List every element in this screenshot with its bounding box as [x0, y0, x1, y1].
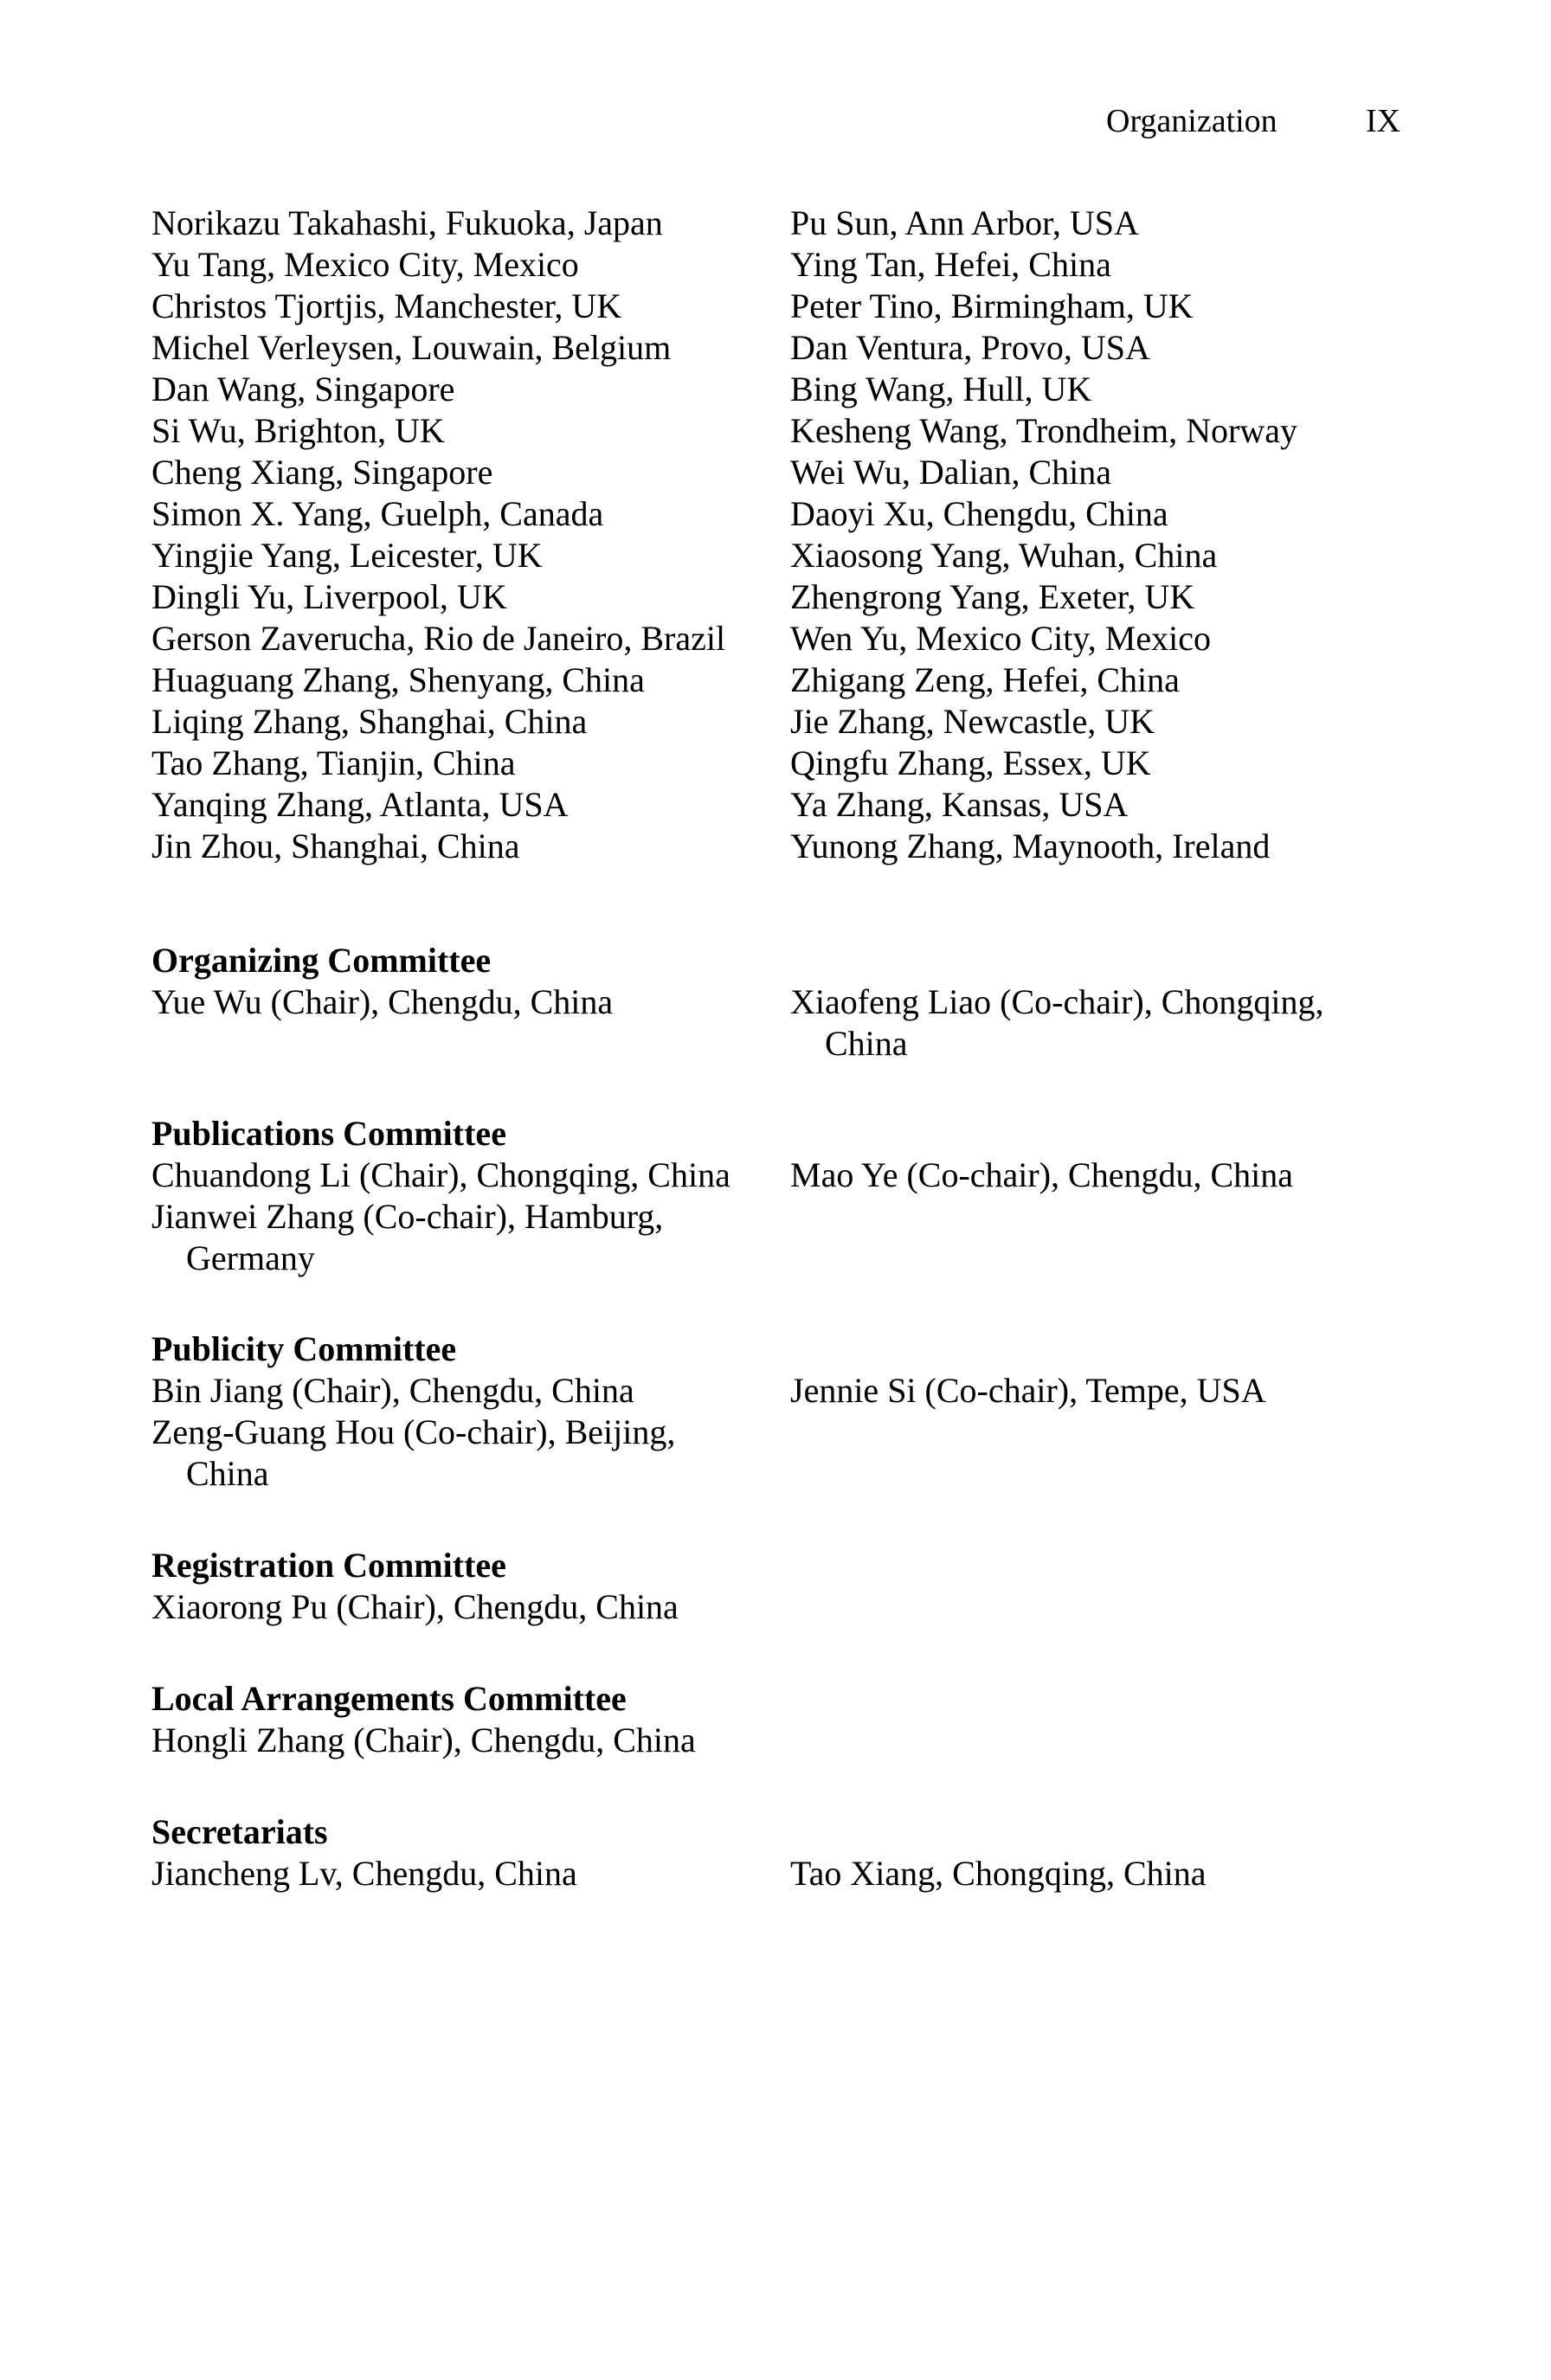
member-entry: Yu Tang, Mexico City, Mexico	[151, 245, 579, 284]
member-entry: Ying Tan, Hefei, China	[790, 245, 1111, 284]
member-entry: Dingli Yu, Liverpool, UK	[151, 577, 507, 616]
member-entry: Daoyi Xu, Chengdu, China	[790, 494, 1168, 533]
member-entry: Cheng Xiang, Singapore	[151, 453, 493, 492]
publications-committee-left	[151, 1155, 775, 1279]
publications-committee-heading: Publications Committee	[151, 1114, 506, 1153]
member-entry: Peter Tino, Birmingham, UK	[790, 286, 1194, 325]
member-entry: Norikazu Takahashi, Fukuoka, Japan	[151, 203, 663, 242]
member-entry: Qingfu Zhang, Essex, UK	[790, 743, 1151, 782]
member-entry: Zhengrong Yang, Exeter, UK	[790, 577, 1195, 616]
member-entry: Gerson Zaverucha, Rio de Janeiro, Brazil	[151, 619, 726, 658]
committee-entry-continued: China	[186, 1454, 269, 1493]
organizing-committee-left	[151, 981, 775, 1023]
committee-entry: Jennie Si (Co-chair), Tempe, USA	[790, 1371, 1266, 1410]
secretariats-right	[790, 1853, 1448, 1894]
member-entry: Yanqing Zhang, Atlanta, USA	[151, 785, 569, 824]
member-entry: Yingjie Yang, Leicester, UK	[151, 536, 543, 575]
running-head	[0, 102, 1551, 144]
committee-entry: Tao Xiang, Chongqing, China	[790, 1854, 1207, 1893]
committee-entry: Jiancheng Lv, Chengdu, China	[151, 1854, 577, 1893]
committee-entry: Mao Ye (Co-chair), Chengdu, China	[790, 1155, 1294, 1194]
committee-entry: Yue Wu (Chair), Chengdu, China	[151, 982, 614, 1021]
member-list-right	[790, 203, 1448, 867]
committee-entry-continued: Germany	[186, 1238, 315, 1277]
committee-entry: Zeng-Guang Hou (Co-chair), Beijing,	[151, 1412, 676, 1451]
member-entry: Wen Yu, Mexico City, Mexico	[790, 619, 1211, 658]
member-entry: Dan Ventura, Provo, USA	[790, 328, 1150, 367]
local-arrangements-committee-left	[151, 1720, 775, 1761]
member-entry: Christos Tjortjis, Manchester, UK	[151, 286, 622, 325]
member-list-left	[151, 203, 775, 867]
committee-entry: Bin Jiang (Chair), Chengdu, China	[151, 1371, 634, 1410]
publicity-committee-right	[790, 1370, 1448, 1412]
member-entry: Zhigang Zeng, Hefei, China	[790, 660, 1180, 699]
committee-entry: Chuandong Li (Chair), Chongqing, China	[151, 1155, 730, 1194]
section-title: Organization	[1106, 103, 1277, 139]
member-entry: Michel Verleysen, Louwain, Belgium	[151, 328, 672, 367]
member-entry: Jie Zhang, Newcastle, UK	[790, 702, 1155, 741]
page-number: IX	[1366, 103, 1401, 139]
committee-entry: Hongli Zhang (Chair), Chengdu, China	[151, 1721, 696, 1759]
registration-committee-left	[151, 1586, 775, 1628]
committee-entry: Xiaorong Pu (Chair), Chengdu, China	[151, 1587, 679, 1626]
secretariats-left	[151, 1853, 775, 1894]
committee-entry: Jianwei Zhang (Co-chair), Hamburg,	[151, 1197, 664, 1236]
member-entry: Huaguang Zhang, Shenyang, China	[151, 660, 645, 699]
member-entry: Jin Zhou, Shanghai, China	[151, 827, 520, 865]
member-entry: Si Wu, Brighton, UK	[151, 411, 445, 450]
organizing-committee-heading: Organizing Committee	[151, 941, 492, 980]
publicity-committee-left	[151, 1370, 775, 1495]
committee-entry-continued: China	[825, 1024, 908, 1063]
member-entry: Simon X. Yang, Guelph, Canada	[151, 494, 604, 533]
member-entry: Bing Wang, Hull, UK	[790, 370, 1092, 408]
member-entry: Xiaosong Yang, Wuhan, China	[790, 536, 1218, 575]
member-entry: Yunong Zhang, Maynooth, Ireland	[790, 827, 1271, 865]
organizing-committee-right	[790, 981, 1448, 1065]
publications-committee-right	[790, 1155, 1448, 1196]
secretariats-heading: Secretariats	[151, 1812, 328, 1851]
registration-committee-heading: Registration Committee	[151, 1546, 506, 1585]
member-entry: Dan Wang, Singapore	[151, 370, 455, 408]
member-entry: Wei Wu, Dalian, China	[790, 453, 1112, 492]
publicity-committee-heading: Publicity Committee	[151, 1329, 457, 1368]
member-entry: Tao Zhang, Tianjin, China	[151, 743, 516, 782]
member-entry: Kesheng Wang, Trondheim, Norway	[790, 411, 1297, 450]
member-entry: Pu Sun, Ann Arbor, USA	[790, 203, 1139, 242]
member-entry: Liqing Zhang, Shanghai, China	[151, 702, 588, 741]
member-entry: Ya Zhang, Kansas, USA	[790, 785, 1129, 824]
committee-entry: Xiaofeng Liao (Co-chair), Chongqing,	[790, 982, 1324, 1021]
local-arrangements-committee-heading: Local Arrangements Committee	[151, 1679, 627, 1718]
